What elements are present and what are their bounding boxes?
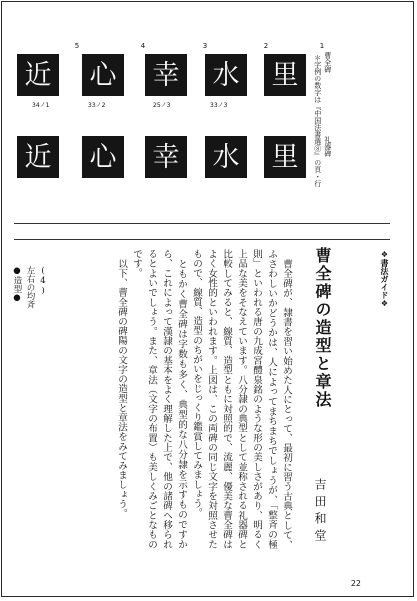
body-paragraph: 曹全碑が、隷書を習い始めた人にとって、最初に習う古典として、ふさわしいかどうかは、人によってまちまちでしょうが、「整斉の極則」といわれる唐の九成宮醴泉銘のような形の美しさがあり、明るく上品な美をそなえています。八分隷の典型として並称される礼器碑と比較してみると、線質、造型ともに対照的で、流麗、優美な曹全碑はよく女性的といわれます。上図は、この両碑の同じ文字を対照させたもので、線質、造型のちがいをじっくり鑑賞してみましょう。 bbox=[191, 249, 292, 549]
page-reference: 33ノ2 bbox=[88, 102, 106, 109]
section-type: ●造型● bbox=[12, 266, 22, 303]
caption-reference-note: ＊字例の数字は『中国法書選⑧』の頁・行 bbox=[313, 54, 322, 187]
column-number: 4 bbox=[140, 42, 146, 50]
body-paragraph: ともかく曹全碑は字数も多く、典型的な八分隷を示すものですから、これによって漢隷の基本をよく理解した上で、他の諸碑へ移られるとよいでしょう。また、章法（文字の布置）も美しくみごとなものです。 bbox=[131, 249, 187, 549]
page-reference: 25ノ3 bbox=[153, 102, 171, 109]
column-number: 5 bbox=[74, 42, 80, 50]
section-number: (4) bbox=[38, 266, 48, 296]
rubbing-character: 里 bbox=[264, 136, 306, 178]
rubbing-character: 幸 bbox=[145, 136, 187, 178]
rubbing-character: 水 bbox=[205, 54, 247, 96]
rubbing-character: 水 bbox=[205, 136, 247, 178]
article-title: 曹全碑の造型と章法 bbox=[313, 247, 332, 409]
rubbing-character: 幸 bbox=[145, 54, 187, 96]
author-name: 吉田和堂 bbox=[313, 478, 327, 546]
article-body bbox=[76, 249, 294, 549]
page-reference: 34ノ1 bbox=[32, 102, 50, 109]
rubbing-character: 里 bbox=[264, 54, 306, 96]
page bbox=[1, 1, 414, 597]
divider bbox=[14, 223, 390, 224]
column-number: 3 bbox=[202, 42, 208, 50]
rubbing-character: 心 bbox=[82, 136, 124, 178]
rubbing-character: 近 bbox=[17, 54, 59, 96]
body-paragraph: 以下、曹全碑の碑陽の文字の造型と章法をみてみましょう。 bbox=[116, 258, 127, 518]
page-reference: 33ノ3 bbox=[210, 102, 228, 109]
column-number: 2 bbox=[263, 42, 269, 50]
caption-caoquan: 曹全碑 bbox=[323, 52, 332, 73]
rubbing-character: 近 bbox=[17, 136, 59, 178]
column-number: 1 bbox=[319, 42, 325, 50]
rubbing-character: 心 bbox=[82, 54, 124, 96]
guide-label: ❖書法ガイド❖ bbox=[380, 250, 389, 308]
divider bbox=[14, 239, 390, 240]
page-number: 22 bbox=[350, 579, 361, 588]
section-label: 左右の均斉 bbox=[25, 266, 35, 309]
caption-liqi: 礼器碑 bbox=[323, 136, 332, 157]
section-heading bbox=[10, 266, 49, 446]
